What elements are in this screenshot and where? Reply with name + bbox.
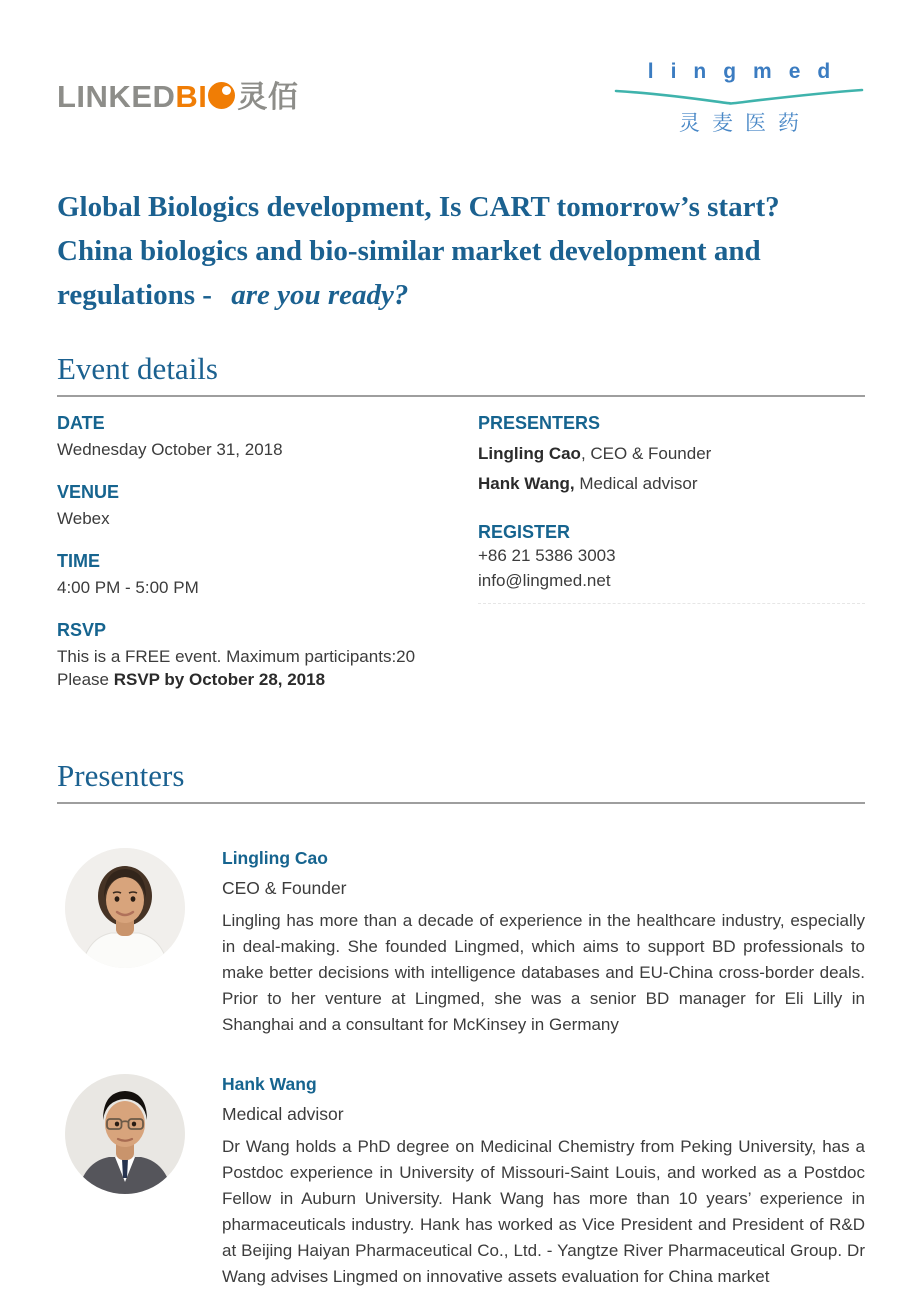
event-title-line3-italic: are you ready?: [231, 279, 409, 311]
lingmed-logo-chinese-text: 灵麦医药: [679, 112, 811, 135]
linkedbio-logo-chinese-text: 灵佰: [237, 81, 299, 114]
woman-portrait-icon: [65, 848, 185, 968]
lingmed-logo: [613, 60, 865, 137]
presenter-bio-block: [222, 848, 865, 1038]
presenter-entry-1-role: , CEO & Founder: [580, 444, 712, 463]
presenter-name: Lingling Cao: [222, 848, 328, 868]
date-label: DATE: [57, 413, 105, 433]
section-heading-presenters: Presenters: [57, 758, 865, 804]
rsvp-line1: This is a FREE event. Maximum participants:20: [57, 647, 416, 666]
presenter-bio: Dr Wang holds a PhD degree on Medicinal Chemistry from Peking University, has a Postdoc experience in University of Missouri-Saint Louis, and worked as a Postdoc Fellow in Auburn University. Hank Wang has more than 10 years’ experience in pharmaceuticals industry. Hank has worked as Vice President and President of R&D at Beijing Haiyan Pharmaceutical Co., Ltd. - Yangtze River Pharmaceutical Group. Dr Wang advises Lingmed on innovative assets evaluation for China market: [222, 1137, 865, 1286]
rsvp-line2-prefix: Please: [57, 670, 114, 689]
linkedbio-logo: [57, 60, 298, 116]
presenter-entry-2-name: Hank Wang,: [478, 474, 575, 493]
detail-venue: [57, 482, 478, 530]
event-details-right-column: [478, 413, 865, 712]
time-label: TIME: [57, 551, 100, 571]
detail-register: [478, 522, 865, 604]
venue-value: Webex: [57, 509, 110, 528]
register-email: info@lingmed.net: [478, 571, 611, 590]
date-value: Wednesday October 31, 2018: [57, 440, 283, 459]
presenter-role: CEO & Founder: [222, 878, 347, 898]
presenter-bio: Lingling has more than a decade of experience in the healthcare industry, especially in deal-making. She founded Lingmed, which aims to support BD professionals to make better decisions with intelligence databases and EU-China cross-border deals. Prior to her venture at Lingmed, she was a senior BD manager for Eli Lilly in Shanghai and a consultant for McKinsey in Germany: [222, 911, 865, 1034]
presenter-card-hank-wang: [57, 1074, 865, 1290]
presenter-entry-1-name: Lingling Cao: [478, 444, 581, 463]
lingmed-logo-wordmark: lingmed: [647, 60, 848, 83]
event-details-left-column: [57, 413, 478, 712]
rsvp-label: RSVP: [57, 620, 107, 640]
linkedbio-logo-orange-text: BI: [175, 79, 208, 114]
linkedbio-logo-o-circle-icon: [208, 82, 235, 109]
presenter-card-lingling-cao: [57, 848, 865, 1038]
rsvp-line2: [57, 668, 478, 691]
presenter-entry-1: [478, 444, 865, 464]
presenter-role: Medical advisor: [222, 1104, 344, 1124]
time-value: 4:00 PM - 5:00 PM: [57, 578, 199, 597]
event-title-line3-regular: regulations -: [57, 279, 220, 311]
event-title-line2: China biologics and bio-similar market development and: [57, 235, 761, 267]
register-phone: +86 21 5386 3003: [478, 546, 616, 565]
teal-swoosh-icon: [614, 86, 864, 106]
man-portrait-icon: [65, 1074, 185, 1194]
venue-label: VENUE: [57, 482, 120, 502]
event-title-line1: Global Biologics development, Is CART tomorrow’s start?: [57, 191, 780, 223]
event-title-line3: [57, 273, 865, 317]
detail-time: [57, 551, 478, 599]
detail-presenters: [478, 413, 865, 494]
presenters-label: PRESENTERS: [478, 413, 601, 433]
detail-rsvp: [57, 620, 478, 691]
presenter-photo: [65, 1074, 185, 1194]
header: [57, 60, 865, 137]
event-title: [57, 185, 865, 317]
rsvp-deadline: RSVP by October 28, 2018: [113, 670, 326, 689]
linkedbio-logo-gray-text: LINKED: [57, 79, 176, 114]
event-details-grid: [57, 413, 865, 712]
section-heading-event-details: Event details: [57, 351, 865, 397]
detail-date: [57, 413, 478, 461]
register-label: REGISTER: [478, 522, 571, 542]
presenter-entry-2-role: Medical advisor: [574, 474, 698, 493]
presenter-bio-block: [222, 1074, 865, 1290]
presenter-photo: [65, 848, 185, 968]
faint-divider-line: [478, 603, 865, 604]
presenter-entry-2: [478, 474, 865, 494]
presenter-name: Hank Wang: [222, 1074, 317, 1094]
